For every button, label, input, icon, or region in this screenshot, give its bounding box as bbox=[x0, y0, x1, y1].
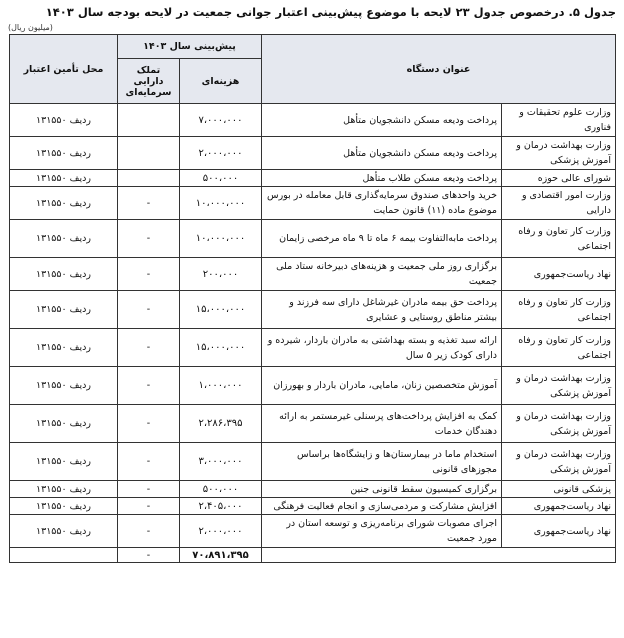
expense-cell: ۳،۰۰۰،۰۰۰ bbox=[179, 443, 261, 481]
title-cell: برگزاری روز ملی جمعیت و هزینه‌های دبیرخانه ستاد ملی جمعیت bbox=[261, 258, 501, 291]
source-cell: ردیف ۱۳۱۵۵۰ bbox=[9, 258, 117, 291]
expense-cell: ۲،۴۰۵،۰۰۰ bbox=[179, 498, 261, 515]
total-source-cell bbox=[9, 548, 117, 563]
table-row bbox=[9, 137, 615, 170]
total-row bbox=[9, 548, 615, 563]
title-cell: آموزش متخصصین زنان، مامایی، مادران باردار و بهورزان bbox=[261, 367, 501, 405]
capital-cell: - bbox=[117, 405, 179, 443]
source-cell: ردیف ۱۳۱۵۵۰ bbox=[9, 170, 117, 187]
expense-cell: ۲،۰۰۰،۰۰۰ bbox=[179, 137, 261, 170]
source-cell: ردیف ۱۳۱۵۵۰ bbox=[9, 498, 117, 515]
capital-cell: - bbox=[117, 291, 179, 329]
table-row bbox=[9, 515, 615, 548]
header-capital: تملک دارایی سرمایه‌ای bbox=[117, 59, 179, 104]
source-cell: ردیف ۱۳۱۵۵۰ bbox=[9, 137, 117, 170]
table-row bbox=[9, 405, 615, 443]
capital-cell bbox=[117, 170, 179, 187]
expense-cell: ۱،۰۰۰،۰۰۰ bbox=[179, 367, 261, 405]
capital-cell: - bbox=[117, 220, 179, 258]
org-cell: وزارت بهداشت درمان و آموزش پزشکی bbox=[502, 405, 616, 443]
org-cell: وزارت کار تعاون و رفاه اجتماعی bbox=[502, 220, 616, 258]
table-row bbox=[9, 104, 615, 137]
capital-cell bbox=[117, 104, 179, 137]
expense-cell: ۲،۰۰۰،۰۰۰ bbox=[179, 515, 261, 548]
capital-cell: - bbox=[117, 329, 179, 367]
title-cell: اجرای مصوبات شورای برنامه‌ریزی و توسعه استان در مورد جمعیت bbox=[261, 515, 501, 548]
capital-cell: - bbox=[117, 367, 179, 405]
expense-cell: ۱۰،۰۰۰،۰۰۰ bbox=[179, 220, 261, 258]
table-row bbox=[9, 291, 615, 329]
capital-cell bbox=[117, 137, 179, 170]
unit-label: (میلیون ریال) bbox=[8, 23, 53, 32]
expense-cell: ۵۰۰،۰۰۰ bbox=[179, 481, 261, 498]
header-forecast-group: پیش‌بینی سال ۱۴۰۳ bbox=[117, 35, 261, 59]
title-cell: خرید واحدهای صندوق سرمایه‌گذاری قابل معامله در بورس موضوع ماده (۱۱) قانون حمایت bbox=[261, 187, 501, 220]
title-cell: پرداخت ودیعه مسکن دانشجویان متأهل bbox=[261, 104, 501, 137]
expense-cell: ۱۵،۰۰۰،۰۰۰ bbox=[179, 291, 261, 329]
expense-cell: ۷،۰۰۰،۰۰۰ bbox=[179, 104, 261, 137]
expense-cell: ۱۵،۰۰۰،۰۰۰ bbox=[179, 329, 261, 367]
table-body bbox=[9, 104, 615, 563]
org-cell: نهاد ریاست‌جمهوری bbox=[502, 258, 616, 291]
source-cell: ردیف ۱۳۱۵۵۰ bbox=[9, 187, 117, 220]
source-cell: ردیف ۱۳۱۵۵۰ bbox=[9, 367, 117, 405]
expense-cell: ۵۰۰،۰۰۰ bbox=[179, 170, 261, 187]
document-title: جدول ۵. درخصوص جدول ۲۳ لایحه با موضوع پیش‌بینی اعتبار جوانی جمعیت در لایحه بودجه سال ۱۴۰۳ bbox=[45, 5, 616, 19]
total-blank-cell bbox=[261, 548, 615, 563]
org-cell: وزارت امور اقتصادی و دارایی bbox=[502, 187, 616, 220]
title-cell: ارائه سبد تغذیه و بسته بهداشتی به مادران باردار، شیرده و دارای کودک زیر ۵ سال bbox=[261, 329, 501, 367]
title-cell: پرداخت حق بیمه مادران غیرشاغل دارای سه فرزند و بیشتر مناطق روستایی و عشایری bbox=[261, 291, 501, 329]
capital-cell: - bbox=[117, 481, 179, 498]
capital-cell: - bbox=[117, 258, 179, 291]
expense-cell: ۲۰۰،۰۰۰ bbox=[179, 258, 261, 291]
source-cell: ردیف ۱۳۱۵۵۰ bbox=[9, 481, 117, 498]
org-cell: نهاد ریاست‌جمهوری bbox=[502, 515, 616, 548]
org-cell: وزارت بهداشت درمان و آموزش پزشکی bbox=[502, 367, 616, 405]
capital-cell: - bbox=[117, 187, 179, 220]
capital-cell: - bbox=[117, 443, 179, 481]
org-cell: شورای عالی حوزه bbox=[502, 170, 616, 187]
table-row bbox=[9, 481, 615, 498]
expense-cell: ۲،۲۸۶،۳۹۵ bbox=[179, 405, 261, 443]
table-row bbox=[9, 329, 615, 367]
header-source: محل تأمین اعتبار bbox=[9, 35, 117, 104]
capital-cell: - bbox=[117, 498, 179, 515]
org-cell: وزارت کار تعاون و رفاه اجتماعی bbox=[502, 329, 616, 367]
org-cell: وزارت بهداشت درمان و آموزش پزشکی bbox=[502, 137, 616, 170]
table-row bbox=[9, 170, 615, 187]
org-cell: وزارت علوم تحقیقات و فناوری bbox=[502, 104, 616, 137]
expense-cell: ۱۰،۰۰۰،۰۰۰ bbox=[179, 187, 261, 220]
org-cell: وزارت کار تعاون و رفاه اجتماعی bbox=[502, 291, 616, 329]
source-cell: ردیف ۱۳۱۵۵۰ bbox=[9, 291, 117, 329]
source-cell: ردیف ۱۳۱۵۵۰ bbox=[9, 405, 117, 443]
source-cell: ردیف ۱۳۱۵۵۰ bbox=[9, 220, 117, 258]
org-cell: نهاد ریاست‌جمهوری bbox=[502, 498, 616, 515]
capital-cell: - bbox=[117, 515, 179, 548]
table-row bbox=[9, 367, 615, 405]
table-row bbox=[9, 443, 615, 481]
title-cell: افزایش مشارکت و مردمی‌سازی و انجام فعالیت فرهنگی bbox=[261, 498, 501, 515]
title-cell: پرداخت مابه‌التفاوت بیمه ۶ ماه تا ۹ ماه مرخصی زایمان bbox=[261, 220, 501, 258]
title-cell: برگزاری کمیسیون سقط قانونی جنین bbox=[261, 481, 501, 498]
title-cell: کمک به افزایش پرداخت‌های پرسنلی غیرمستمر به ارائه دهندگان خدمات bbox=[261, 405, 501, 443]
budget-table bbox=[9, 34, 616, 563]
header-org: عنوان دستگاه bbox=[261, 35, 615, 104]
header-expense: هزینه‌ای bbox=[179, 59, 261, 104]
table-row bbox=[9, 187, 615, 220]
org-cell: پزشکی قانونی bbox=[502, 481, 616, 498]
source-cell: ردیف ۱۳۱۵۵۰ bbox=[9, 515, 117, 548]
total-capital-cell: - bbox=[117, 548, 179, 563]
org-cell: وزارت بهداشت درمان و آموزش پزشکی bbox=[502, 443, 616, 481]
table-row bbox=[9, 258, 615, 291]
title-cell: پرداخت ودیعه مسکن طلاب متأهل bbox=[261, 170, 501, 187]
table-row bbox=[9, 498, 615, 515]
table-row bbox=[9, 220, 615, 258]
source-cell: ردیف ۱۳۱۵۵۰ bbox=[9, 443, 117, 481]
source-cell: ردیف ۱۳۱۵۵۰ bbox=[9, 104, 117, 137]
title-cell: استخدام ماما در بیمارستان‌ها و زایشگاه‌ها براساس مجوزهای قانونی bbox=[261, 443, 501, 481]
title-cell: پرداخت ودیعه مسکن دانشجویان متأهل bbox=[261, 137, 501, 170]
source-cell: ردیف ۱۳۱۵۵۰ bbox=[9, 329, 117, 367]
total-expense-cell: ۷۰،۸۹۱،۳۹۵ bbox=[179, 548, 261, 563]
